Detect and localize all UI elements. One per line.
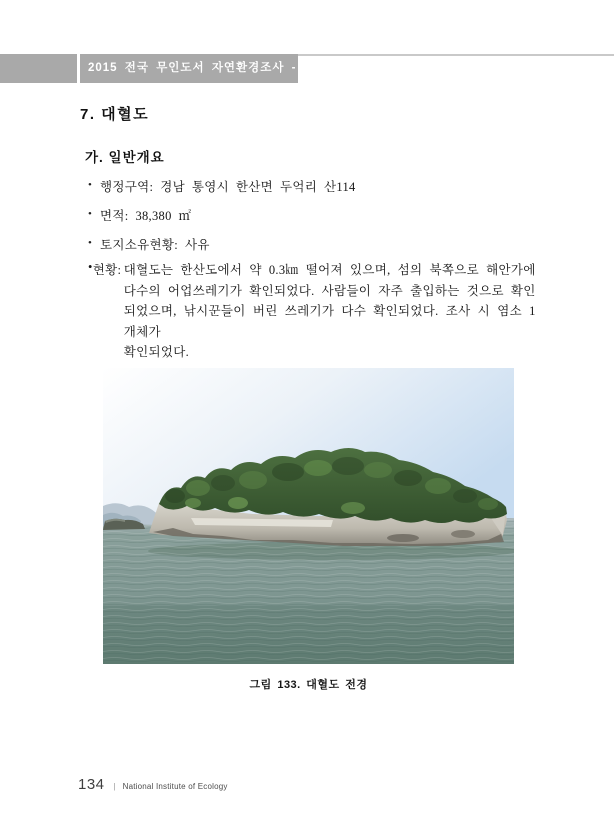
bullet-icon: • <box>88 260 93 274</box>
bullet-icon: • <box>88 237 93 249</box>
status-line: 확인되었다. <box>123 345 189 359</box>
list-item-text: 면적: 38,380 ㎡ <box>100 209 192 223</box>
footer-separator: | <box>113 782 116 791</box>
status-paragraph <box>124 260 536 363</box>
page-number: 134 <box>78 776 105 793</box>
page-footer <box>78 776 228 793</box>
status-line: 대혈도는 한산도에서 약 0.3㎞ 떨어져 있으며, 섬의 북쪽으로 해안가에 <box>123 263 536 277</box>
list-item-text: 토지소유현황: 사유 <box>100 238 210 252</box>
island-photo-figure <box>103 368 514 664</box>
bullet-icon: • <box>88 208 93 220</box>
status-label: 현황: <box>92 263 122 277</box>
list-item-status <box>88 260 536 363</box>
header-divider <box>77 54 80 83</box>
section-heading: 가. 일반개요 <box>85 150 165 165</box>
page-title: 7. 대혈도 <box>80 106 150 123</box>
list-item-area <box>88 206 191 224</box>
header-rule <box>298 54 614 56</box>
list-item-ownership <box>88 235 210 253</box>
list-item-admin-district <box>88 177 356 195</box>
status-line: 다수의 어업쓰레기가 확인되었다. 사람들이 자주 출입하는 것으로 확인 <box>123 283 536 298</box>
bullet-icon: • <box>88 179 93 191</box>
chapter-header-bar <box>0 54 360 83</box>
chapter-title: 2015 전국 무인도서 자연환경조사 - 통영 권역 <box>88 62 360 74</box>
island-photo-image <box>103 368 514 664</box>
footer-organization: National Institute of Ecology <box>122 782 228 791</box>
list-item-text: 행정구역: 경남 통영시 한산면 두억리 산114 <box>100 180 356 194</box>
figure-caption: 그림 133. 대혈도 전경 <box>249 679 368 691</box>
status-line: 되었으며, 낚시꾼들이 버린 쓰레기가 다수 확인되었다. 조사 시 염소 1개체가 <box>123 304 536 339</box>
